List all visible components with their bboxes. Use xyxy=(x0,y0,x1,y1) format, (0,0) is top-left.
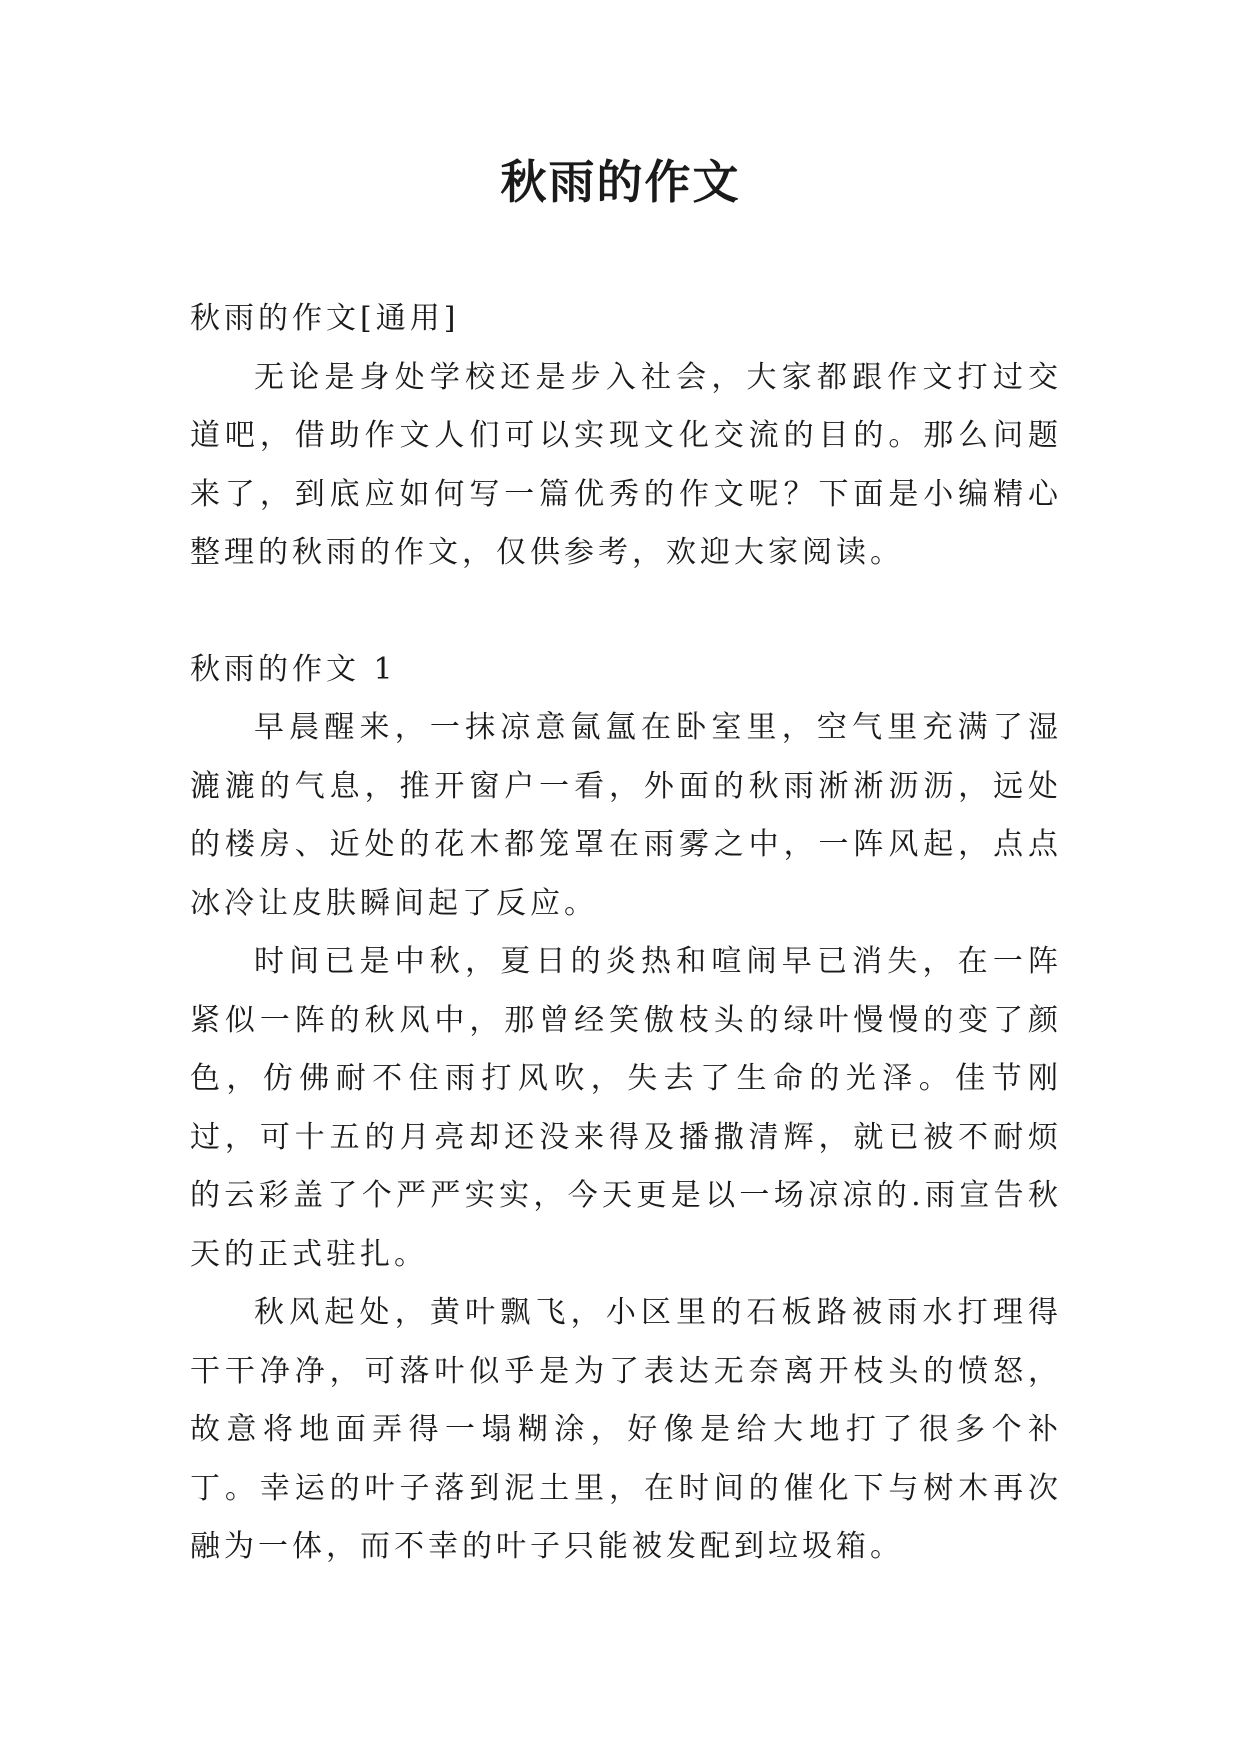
intro-heading: 秋雨的作文[通用] xyxy=(190,301,460,336)
document-body xyxy=(190,290,1062,1577)
essay1-paragraph-3: 秋风起处，黄叶飘飞，小区里的石板路被雨水打理得干干净净，可落叶似乎是为了表达无奈离开枝头的愤怒，故意将地面弄得一塌糊涂，好像是给大地打了很多个补丁。幸运的叶子落到泥土里，在时间的催化下与树木再次融为一体，而不幸的叶子只能被发配到垃圾箱。 xyxy=(190,1295,1062,1564)
document-title: 秋雨的作文 xyxy=(500,155,741,209)
essay1-paragraph-2: 时间已是中秋，夏日的炎热和喧闹早已消失，在一阵紧似一阵的秋风中，那曾经笑傲枝头的绿叶慢慢的变了颜色，仿佛耐不住雨打风吹，失去了生命的光泽。佳节刚过，可十五的月亮却还没来得及播撒清辉，就已被不耐烦的云彩盖了个严严实实，今天更是以一场凉凉的.雨宣告秋天的正式驻扎。 xyxy=(190,944,1062,1272)
essay1-paragraph-1: 早晨醒来，一抹凉意氤氲在卧室里，空气里充满了湿漉漉的气息，推开窗户一看，外面的秋雨淅淅沥沥，远处的楼房、近处的花木都笼罩在雨雾之中，一阵风起，点点冰冷让皮肤瞬间起了反应。 xyxy=(190,710,1062,921)
section-spacer xyxy=(190,583,1062,641)
essay1-heading: 秋雨的作文 1 xyxy=(190,651,397,687)
intro-paragraph: 无论是身处学校还是步入社会，大家都跟作文打过交道吧，借助作文人们可以实现文化交流的目的。那么问题来了，到底应如何写一篇优秀的作文呢？下面是小编精心整理的秋雨的作文，仅供参考，欢迎大家阅读。 xyxy=(190,359,1062,570)
